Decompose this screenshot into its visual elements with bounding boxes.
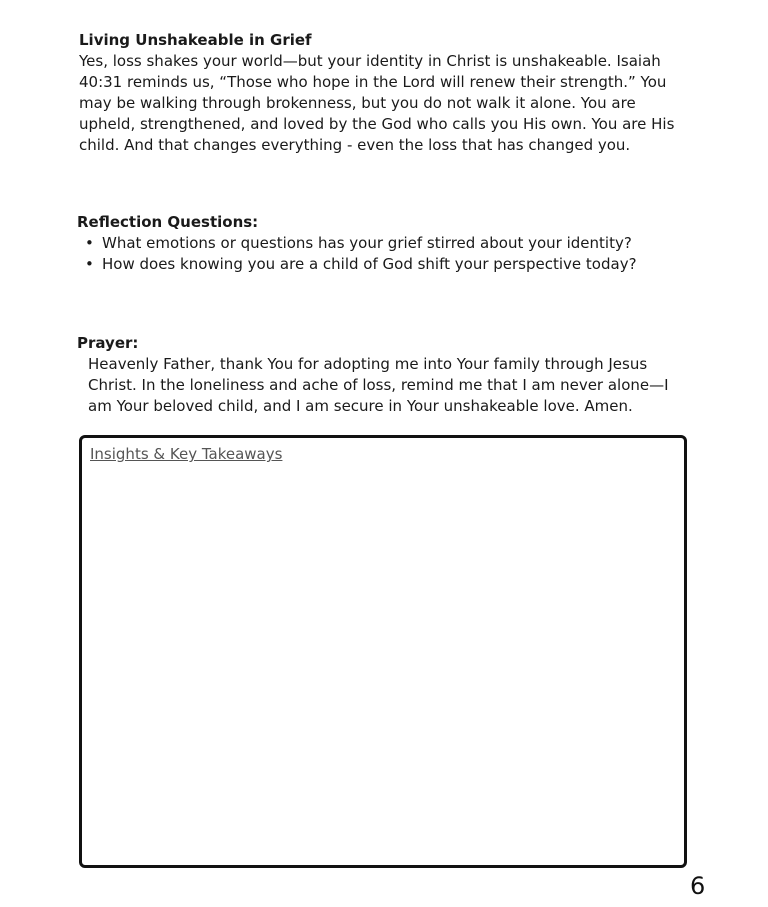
bullet-icon: •	[85, 234, 94, 252]
list-item	[77, 254, 717, 275]
question-list	[77, 233, 717, 275]
paragraph-line: Yes, loss shakes your world—but your identity in Christ is unshakeable. Isaiah	[79, 52, 661, 70]
list-item	[77, 233, 717, 254]
paragraph-line: upheld, strengthened, and loved by the God who calls you His own. You are His	[79, 115, 675, 133]
paragraph-line: Christ. In the loneliness and ache of loss, remind me that I am never alone—I	[88, 376, 669, 394]
question-text: What emotions or questions has your grief stirred about your identity?	[102, 234, 632, 252]
living-unshakeable-section	[79, 30, 689, 156]
paragraph-line: am Your beloved child, and I am secure in Your unshakeable love. Amen.	[88, 397, 633, 415]
bullet-icon: •	[85, 255, 94, 273]
section-heading-prayer: Prayer:	[77, 334, 139, 352]
paragraph-line: child. And that changes everything - even the loss that has changed you.	[79, 136, 631, 154]
section-heading-living: Living Unshakeable in Grief	[79, 31, 312, 49]
reflection-questions-section	[77, 212, 717, 275]
question-text: How does knowing you are a child of God shift your perspective today?	[102, 255, 637, 273]
prayer-paragraph	[77, 354, 697, 417]
section-heading-reflection: Reflection Questions:	[77, 213, 259, 231]
paragraph-line: Heavenly Father, thank You for adopting me into Your family through Jesus	[88, 355, 648, 373]
page-number: 6	[690, 872, 706, 900]
insights-notes-box[interactable]	[79, 435, 687, 868]
paragraph-line: may be walking through brokenness, but you do not walk it alone. You are	[79, 94, 636, 112]
prayer-section	[77, 333, 697, 417]
insights-label: Insights & Key Takeaways	[90, 445, 283, 463]
living-paragraph	[79, 51, 689, 156]
paragraph-line: 40:31 reminds us, “Those who hope in the Lord will renew their strength.” You	[79, 73, 667, 91]
